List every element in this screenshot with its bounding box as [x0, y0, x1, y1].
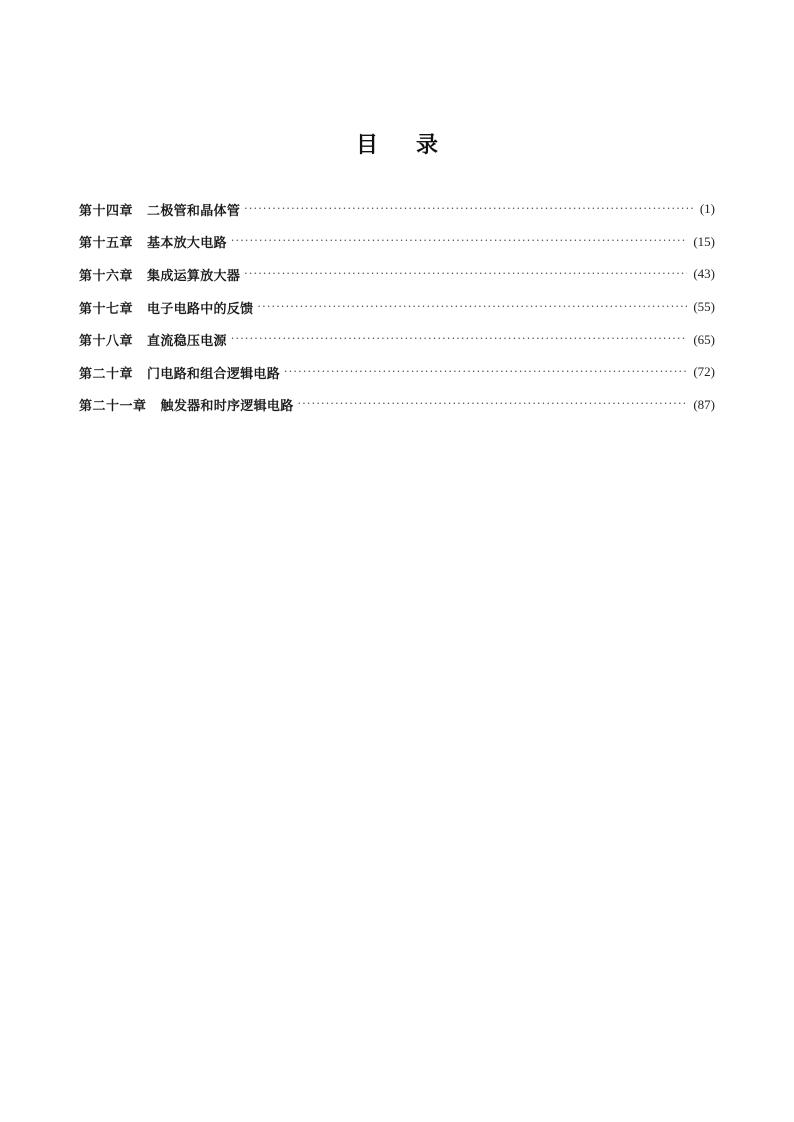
toc-dot-leader — [231, 332, 688, 345]
toc-page-number: (1) — [699, 201, 715, 217]
toc-chapter-number: 第十八章 — [79, 334, 134, 350]
toc-chapter-title: 直流稳压电源 — [147, 334, 227, 350]
page-title: 目录 — [355, 133, 476, 158]
toc-entry-ch16[interactable] — [79, 258, 715, 291]
toc-dot-leader — [257, 300, 687, 313]
toc-page-number: (43) — [693, 266, 715, 282]
toc-dot-leader — [244, 202, 694, 215]
toc-entry-ch14[interactable] — [79, 193, 715, 226]
toc-page-number: (55) — [693, 299, 715, 315]
toc-chapter-title: 门电路和组合逻辑电路 — [147, 366, 281, 382]
toc-chapter-title: 电子电路中的反馈 — [147, 301, 254, 317]
toc-chapter-number: 第二十章 — [79, 366, 134, 382]
toc-list — [79, 193, 715, 421]
toc-page-number: (65) — [693, 331, 715, 347]
toc-page-number: (15) — [693, 233, 715, 249]
toc-page-number: (72) — [693, 364, 715, 380]
toc-chapter-title: 基本放大电路 — [147, 236, 227, 252]
toc-entry-ch18[interactable] — [79, 323, 715, 356]
toc-page-number: (87) — [693, 396, 715, 412]
toc-entry-ch21[interactable] — [79, 389, 715, 422]
toc-chapter-number: 第二十一章 — [79, 399, 147, 415]
toc-chapter-title: 集成运算放大器 — [147, 268, 241, 284]
toc-dot-leader — [231, 234, 688, 247]
toc-dot-leader — [298, 397, 688, 410]
toc-chapter-number: 第十五章 — [79, 236, 134, 252]
toc-chapter-number: 第十七章 — [79, 301, 134, 317]
toc-chapter-number: 第十六章 — [79, 268, 134, 284]
toc-entry-ch20[interactable] — [79, 356, 715, 389]
toc-entry-ch17[interactable] — [79, 291, 715, 324]
toc-chapter-number: 第十四章 — [79, 203, 134, 219]
toc-chapter-title: 触发器和时序逻辑电路 — [160, 399, 294, 415]
toc-entry-ch15[interactable] — [79, 226, 715, 259]
toc-dot-leader — [244, 267, 687, 280]
toc-chapter-title: 二极管和晶体管 — [147, 203, 241, 219]
toc-dot-leader — [284, 365, 687, 378]
